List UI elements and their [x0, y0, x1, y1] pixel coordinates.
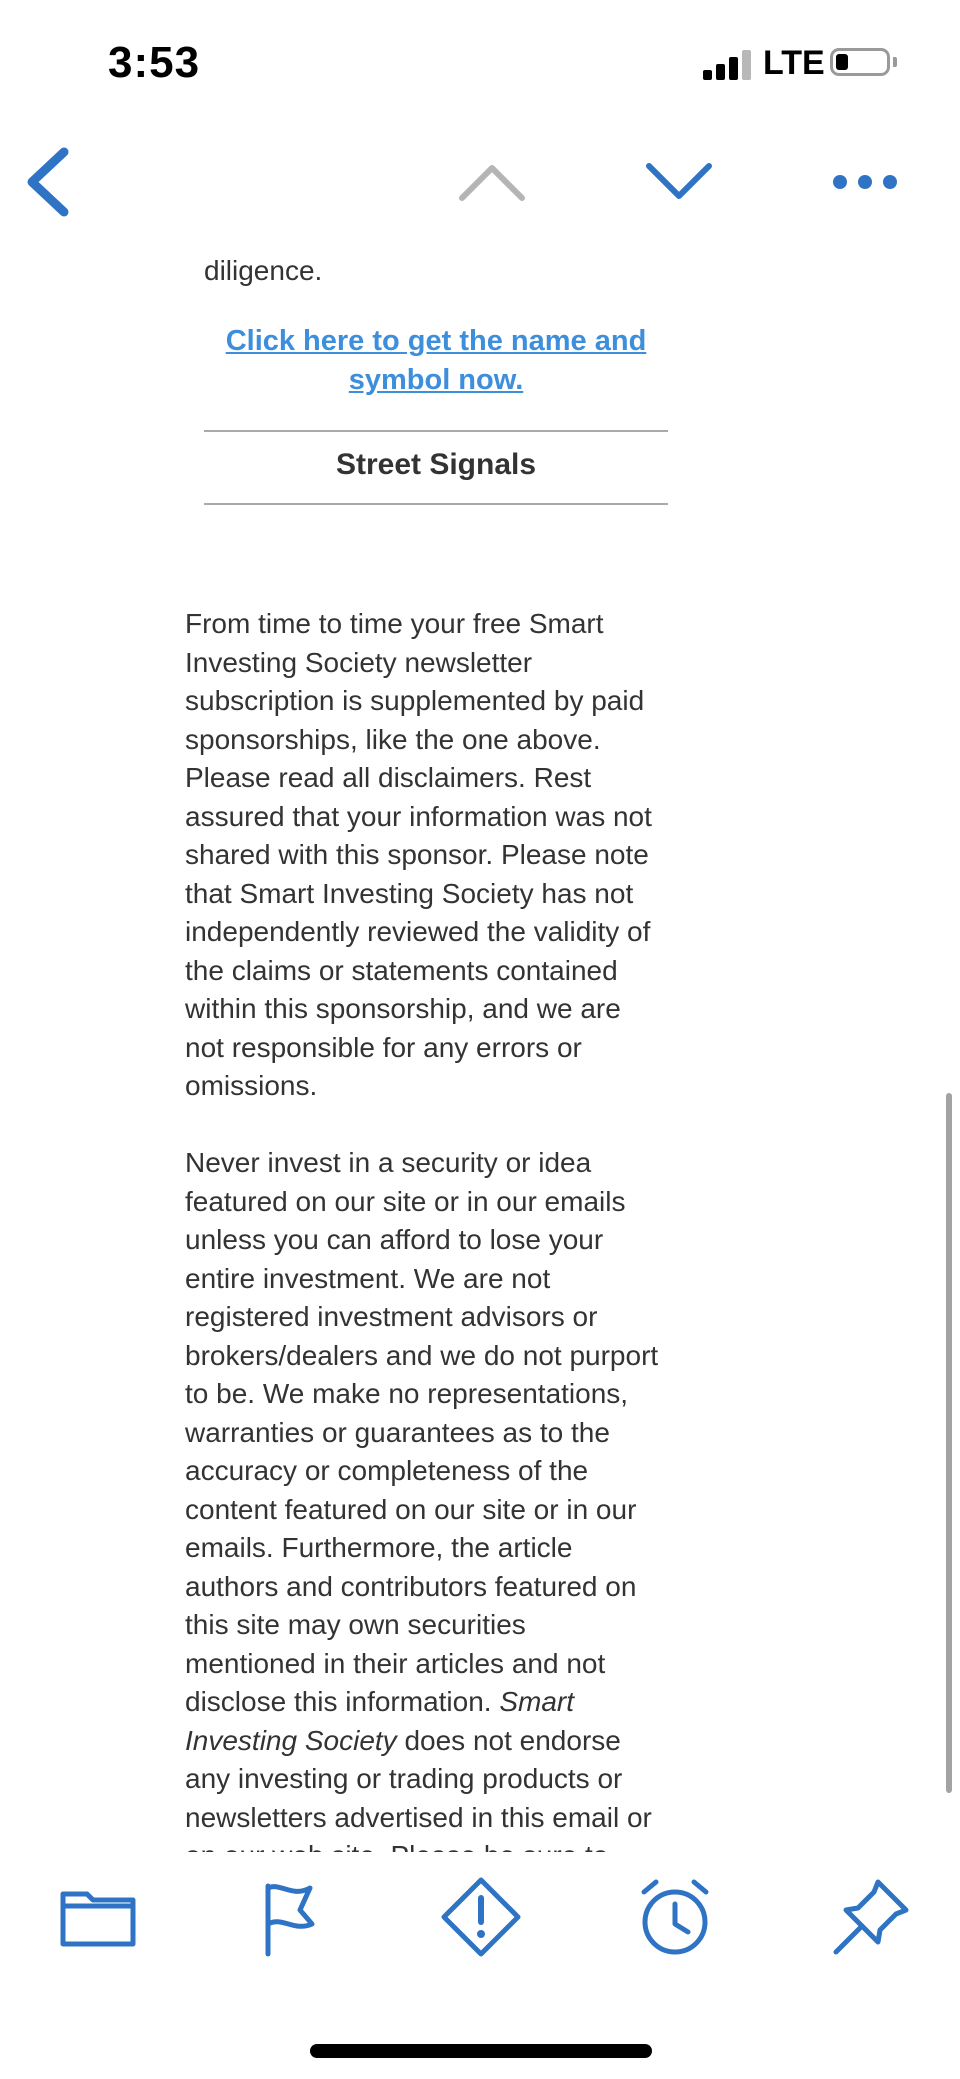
flag-icon: [248, 1872, 338, 1962]
publication-name-italic: Investing Society: [185, 1724, 397, 1756]
more-dots-icon: [830, 170, 900, 194]
cta-link-line2[interactable]: symbol now.: [348, 364, 524, 396]
para2-line: registered investment advisors or: [185, 1301, 598, 1332]
para2-line: newsletters advertised in this email or: [185, 1801, 652, 1833]
battery-icon: [830, 48, 890, 76]
para1-line: the claims or statements contained: [185, 954, 618, 986]
para2-line: authors and contributors featured on: [185, 1570, 637, 1602]
home-indicator[interactable]: [310, 2044, 652, 2058]
para1-line: subscription is supplemented by paid: [185, 685, 645, 716]
divider-top: [204, 430, 668, 432]
para1-line: shared with this sponsor. Please note: [185, 839, 649, 870]
partial-text-line: diligence.: [204, 255, 323, 286]
snooze-button[interactable]: [630, 1872, 720, 1962]
para1-line: that Smart Investing Society has not: [185, 877, 634, 909]
back-button[interactable]: [20, 144, 80, 220]
para2-line: unless you can afford to lose your: [185, 1224, 604, 1255]
signal-strength-icon: [703, 50, 751, 80]
para1-line: From time to time your free Smart: [185, 608, 604, 639]
para2-line: Never invest in a security or idea: [185, 1147, 592, 1178]
sponsorship-disclaimer: [185, 605, 705, 1106]
network-type: LTE: [763, 44, 825, 82]
para2-line: this site may own securities: [185, 1609, 526, 1640]
para2-line: any investing or trading products or: [185, 1763, 623, 1794]
para1-line: independently reviewed the validity of: [185, 916, 651, 947]
scrollbar[interactable]: [946, 1093, 952, 1793]
investment-disclaimer: [185, 1144, 705, 1876]
para1-line: Please read all disclaimers. Rest: [185, 762, 592, 793]
para2-line: accuracy or completeness of the: [185, 1455, 589, 1486]
chevron-down-icon: [643, 160, 715, 204]
chevron-left-icon: [20, 144, 80, 220]
flag-button[interactable]: [248, 1872, 338, 1962]
email-body[interactable]: [0, 240, 960, 1850]
next-email-button[interactable]: [643, 160, 715, 204]
previous-email-button[interactable]: [456, 160, 528, 204]
para2-line: mentioned in their articles and not: [185, 1647, 606, 1679]
status-time: 3:53: [108, 38, 201, 87]
para2-line: emails. Furthermore, the article: [185, 1532, 573, 1563]
status-bar: [0, 0, 960, 120]
para1-line: Investing Society newsletter: [185, 646, 533, 678]
pin-icon: [826, 1872, 916, 1962]
move-to-folder-button[interactable]: [53, 1872, 143, 1962]
pin-button[interactable]: [826, 1872, 916, 1962]
para1-line: omissions.: [185, 1070, 318, 1101]
para2-line-prefix: disclose this information.: [185, 1686, 500, 1717]
report-spam-button[interactable]: [436, 1872, 526, 1962]
para2-line: content featured on our site or in our: [185, 1493, 637, 1525]
email-nav-bar: [0, 120, 960, 240]
cta-link-line1[interactable]: Click here to get the name and: [225, 325, 647, 357]
para2-line: entire investment. We are not: [185, 1262, 551, 1294]
para1-line: not responsible for any errors or: [185, 1031, 582, 1063]
cta-link[interactable]: [204, 322, 668, 400]
para2-line-suffix: does not endorse: [396, 1724, 621, 1756]
warning-diamond-icon: [436, 1872, 526, 1962]
para2-line: brokers/dealers and we do not purport: [185, 1339, 659, 1371]
battery-tip: [893, 57, 897, 67]
alarm-clock-icon: [630, 1872, 720, 1962]
para1-line: sponsorships, like the one above.: [185, 723, 601, 755]
para1-line: within this sponsorship, and we are: [185, 993, 621, 1024]
chevron-up-icon: [456, 160, 528, 204]
para2-line: featured on our site or in our emails: [185, 1185, 626, 1217]
more-button[interactable]: [830, 170, 900, 194]
para2-line: warranties or guarantees as to the: [185, 1416, 610, 1448]
divider-bottom: [204, 503, 668, 505]
para1-line: assured that your information was not: [185, 800, 652, 832]
section-title: Street Signals: [335, 448, 537, 481]
folder-icon: [53, 1872, 143, 1962]
para2-line: to be. We make no representations,: [185, 1378, 629, 1409]
publication-name-italic: Smart: [499, 1686, 575, 1717]
